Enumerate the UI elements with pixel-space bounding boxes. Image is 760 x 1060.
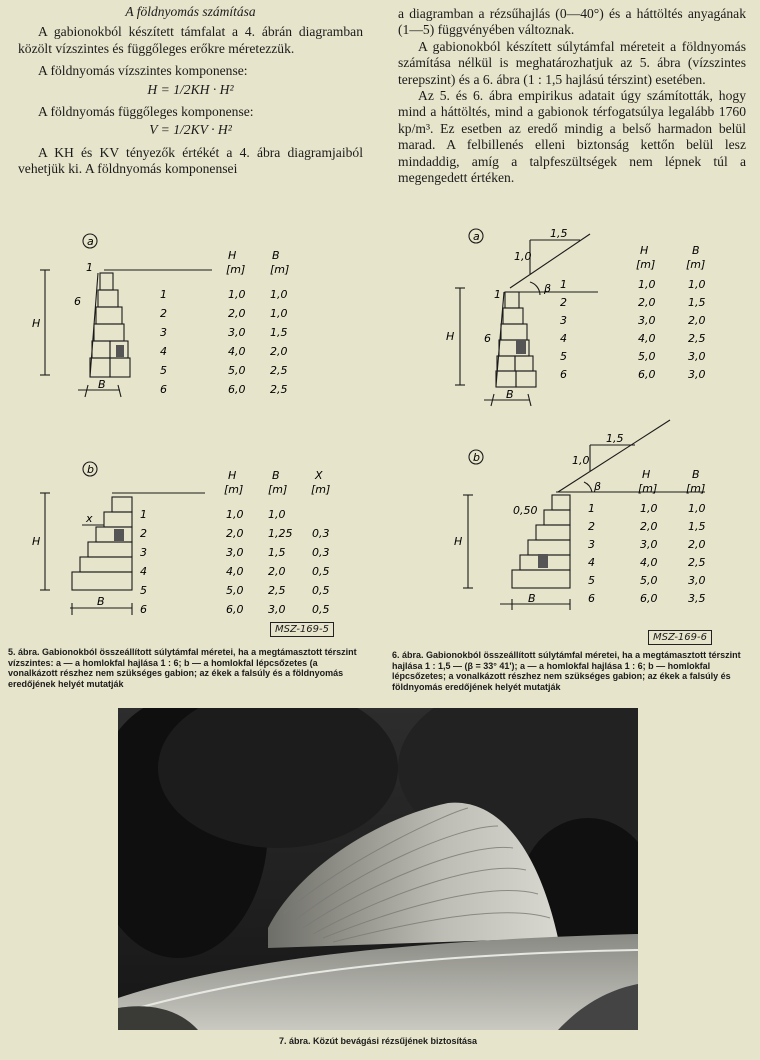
table-cell-h: 4,0 — [228, 345, 246, 358]
dimension-label-offset: 0,50 — [513, 504, 538, 517]
table-unit: [m] — [686, 482, 706, 495]
table-cell-h: 6,0 — [226, 603, 244, 616]
table-cell-b: 3,0 — [688, 368, 706, 381]
table-unit: [m] — [311, 483, 331, 496]
table-cell-b: 1,5 — [270, 326, 288, 339]
table-cell-h: 3,0 — [640, 538, 658, 551]
row-number: 1 — [588, 502, 595, 515]
dimension-label-h: H — [32, 535, 41, 548]
paragraph: a diagramban a rézsűhajlás (0—40°) és a háttöltés anyagának (1—5) függvényében változnak. — [398, 6, 746, 38]
row-number: 2 — [140, 527, 147, 540]
row-number: 5 — [140, 584, 147, 597]
figure-7-caption: 7. ábra. Közút bevágási rézsűjének biztosítása — [278, 1036, 478, 1046]
table-cell-b: 1,5 — [688, 520, 706, 533]
figure-5-diagram — [0, 225, 380, 645]
row-number: 6 — [160, 383, 167, 396]
row-number: 6 — [140, 603, 147, 616]
standard-stamp: MSZ-169-5 — [270, 622, 334, 637]
table-cell-x: 0,5 — [312, 603, 330, 616]
table-cell-h: 4,0 — [226, 565, 244, 578]
table-cell-b: 1,5 — [688, 296, 706, 309]
table-cell-h: 1,0 — [228, 288, 246, 301]
table-unit: [m] — [638, 482, 658, 495]
table-header: B — [272, 249, 280, 262]
row-number: 3 — [560, 314, 567, 327]
row-number: 4 — [560, 332, 567, 345]
slope-label: 1 — [86, 261, 93, 274]
dimension-table-b — [140, 469, 330, 616]
formula-horizontal: H = 1/2KH · H² — [147, 81, 234, 97]
table-cell-x: 0,5 — [312, 565, 330, 578]
table-cell-b: 3,5 — [688, 592, 706, 605]
table-cell-b: 3,0 — [688, 350, 706, 363]
dimension-label-h: H — [454, 535, 463, 548]
table-cell-b: 2,5 — [688, 556, 706, 569]
table-cell-b: 2,5 — [268, 584, 286, 597]
table-unit: [m] — [686, 258, 706, 271]
angle-label-beta: β — [544, 282, 552, 295]
row-number: 2 — [588, 520, 595, 533]
table-cell-h: 6,0 — [638, 368, 656, 381]
figure-label-b: b — [473, 451, 480, 464]
table-cell-b: 2,5 — [270, 383, 288, 396]
table-cell-b: 2,0 — [688, 538, 706, 551]
table-cell-b: 1,0 — [270, 307, 288, 320]
figure-6-diagram — [380, 220, 760, 650]
table-cell-h: 4,0 — [640, 556, 658, 569]
paragraph: A gabionokból készített támfalat a 4. ábrán diagramban közölt vízszintes és függőleges erőkre méretezzük. — [18, 24, 363, 56]
dimension-table-a — [560, 244, 706, 381]
table-header: B — [692, 244, 700, 257]
table-cell-h: 3,0 — [228, 326, 246, 339]
table-unit: [m] — [224, 483, 244, 496]
table-cell-x: 0,3 — [312, 546, 330, 559]
table-cell-h: 5,0 — [638, 350, 656, 363]
table-unit: [m] — [268, 483, 288, 496]
slope-label: 6 — [484, 332, 491, 345]
dimension-label-b: B — [98, 378, 106, 391]
table-cell-b: 2,5 — [688, 332, 706, 345]
row-number: 2 — [560, 296, 567, 309]
table-cell-h: 5,0 — [228, 364, 246, 377]
row-number: 3 — [140, 546, 147, 559]
table-cell-b: 2,0 — [268, 565, 286, 578]
table-unit: [m] — [270, 263, 290, 276]
table-unit: [m] — [636, 258, 656, 271]
dimension-table-a — [160, 249, 289, 396]
paragraph: A földnyomás függőleges komponense: — [38, 104, 254, 120]
table-header: H — [228, 249, 237, 262]
row-number: 3 — [588, 538, 595, 551]
row-number: 1 — [140, 508, 147, 521]
table-header: H — [640, 244, 649, 257]
table-cell-h: 3,0 — [226, 546, 244, 559]
angle-label-beta: β — [594, 480, 602, 493]
table-cell-x: 0,3 — [312, 527, 330, 540]
left-text-column — [18, 4, 363, 178]
table-cell-b: 1,0 — [688, 278, 706, 291]
table-cell-b: 2,5 — [270, 364, 288, 377]
slope-label: 1 — [494, 288, 501, 301]
row-number: 3 — [160, 326, 167, 339]
table-header: H — [642, 468, 651, 481]
dimension-label-b: B — [97, 595, 105, 608]
dimension-label-b: B — [528, 592, 536, 605]
road-cut-gabion-photo — [118, 708, 638, 1030]
table-header: B — [692, 468, 700, 481]
table-cell-b: 1,0 — [688, 502, 706, 515]
table-cell-b: 2,0 — [270, 345, 288, 358]
dimension-label-h: H — [32, 317, 41, 330]
standard-stamp: MSZ-169-6 — [648, 630, 712, 645]
table-header: B — [272, 469, 280, 482]
row-number: 6 — [560, 368, 567, 381]
table-cell-h: 2,0 — [226, 527, 244, 540]
row-number: 6 — [588, 592, 595, 605]
row-number: 2 — [160, 307, 167, 320]
row-number: 5 — [588, 574, 595, 587]
table-cell-b: 1,0 — [270, 288, 288, 301]
slope-label: 6 — [74, 295, 81, 308]
paragraph: A földnyomás vízszintes komponense: — [38, 63, 248, 79]
table-cell-h: 2,0 — [640, 520, 658, 533]
table-cell-b: 1,25 — [268, 527, 293, 540]
right-text-column — [398, 6, 746, 186]
table-cell-h: 1,0 — [226, 508, 244, 521]
table-cell-b: 3,0 — [268, 603, 286, 616]
row-number: 4 — [160, 345, 167, 358]
section-heading: A földnyomás számítása — [125, 4, 256, 19]
figure-label-a: a — [473, 230, 480, 243]
slope-label: 1,5 — [606, 432, 624, 445]
figure-label-b: b — [87, 463, 94, 476]
dimension-label-x: x — [86, 512, 93, 525]
table-cell-h: 3,0 — [638, 314, 656, 327]
figure-label-a: a — [87, 235, 94, 248]
row-number: 5 — [560, 350, 567, 363]
row-number: 5 — [160, 364, 167, 377]
figure-6-caption: 6. ábra. Gabionokból összeállított súlytámfal méretei, ha a megtámasztott térszint hajlása 1 : 1,5 — (β = 33° 41'); a — a homlokfal hajlása 1 : 6; b — homlokfal lépcsőzetes; a vonalkázott részhez nem szükséges gabion; az ékek a falsúly és földnyomás eredőjének helyét mutatják — [392, 650, 741, 692]
row-number: 1 — [560, 278, 567, 291]
table-cell-b: 3,0 — [688, 574, 706, 587]
row-number: 4 — [140, 565, 147, 578]
table-cell-h: 1,0 — [640, 502, 658, 515]
slope-label: 1,0 — [572, 454, 590, 467]
table-cell-b: 1,0 — [268, 508, 286, 521]
table-cell-h: 2,0 — [638, 296, 656, 309]
formula-vertical: V = 1/2KV · H² — [149, 122, 232, 138]
dimension-label-h: H — [446, 330, 455, 343]
table-cell-b: 1,5 — [268, 546, 286, 559]
figure-5-caption: 5. ábra. Gabionokból összeállított súlytámfal méretei, ha a megtámasztott térszint vízszintes: a — a homlokfal hajlása 1 : 6; b — a homlokfal lépcsőzetes (a vonalkázott részhez nem szükséges gabion; az ékek a falsúly és a földnyomás eredőjének helyét mutatják — [8, 647, 357, 689]
dimension-table-b — [588, 468, 706, 605]
table-cell-h: 5,0 — [640, 574, 658, 587]
row-number: 1 — [160, 288, 167, 301]
paragraph: A KH és KV tényezők értékét a 4. ábra diagramjaiból vehetjük ki. A földnyomás komponensei — [18, 144, 363, 177]
slope-label: 1,0 — [514, 250, 532, 263]
table-cell-h: 2,0 — [228, 307, 246, 320]
table-header: X — [315, 469, 323, 482]
table-unit: [m] — [226, 263, 246, 276]
table-cell-h: 6,0 — [228, 383, 246, 396]
table-cell-x: 0,5 — [312, 584, 330, 597]
table-cell-h: 6,0 — [640, 592, 658, 605]
table-cell-h: 5,0 — [226, 584, 244, 597]
slope-label: 1,5 — [550, 227, 568, 240]
paragraph: Az 5. és 6. ábra empirikus adatait úgy számították, hogy mind a háttöltés, mind a gabionok térfogatsúlya legalább 1760 kp/m³. Ez esetben az eredő mindig a belső harmadon belül marad. A felbillenés elleni biztonság kettőn belül lesz mindaddig, amíg a talpfeszültségek nem lépnek túl a megengedett értéken. — [398, 88, 746, 186]
table-header: H — [228, 469, 237, 482]
dimension-label-b: B — [506, 388, 514, 401]
table-cell-b: 2,0 — [688, 314, 706, 327]
table-cell-h: 1,0 — [638, 278, 656, 291]
row-number: 4 — [588, 556, 595, 569]
paragraph: A gabionokból készített súlytámfal méreteit a földnyomás számítása nélkül is meghatározhatjuk az 5. ábra (vízszintes terepszint) és a 6. ábra (1 : 1,5 hajlású térszint) esetében. — [398, 38, 746, 87]
table-cell-h: 4,0 — [638, 332, 656, 345]
